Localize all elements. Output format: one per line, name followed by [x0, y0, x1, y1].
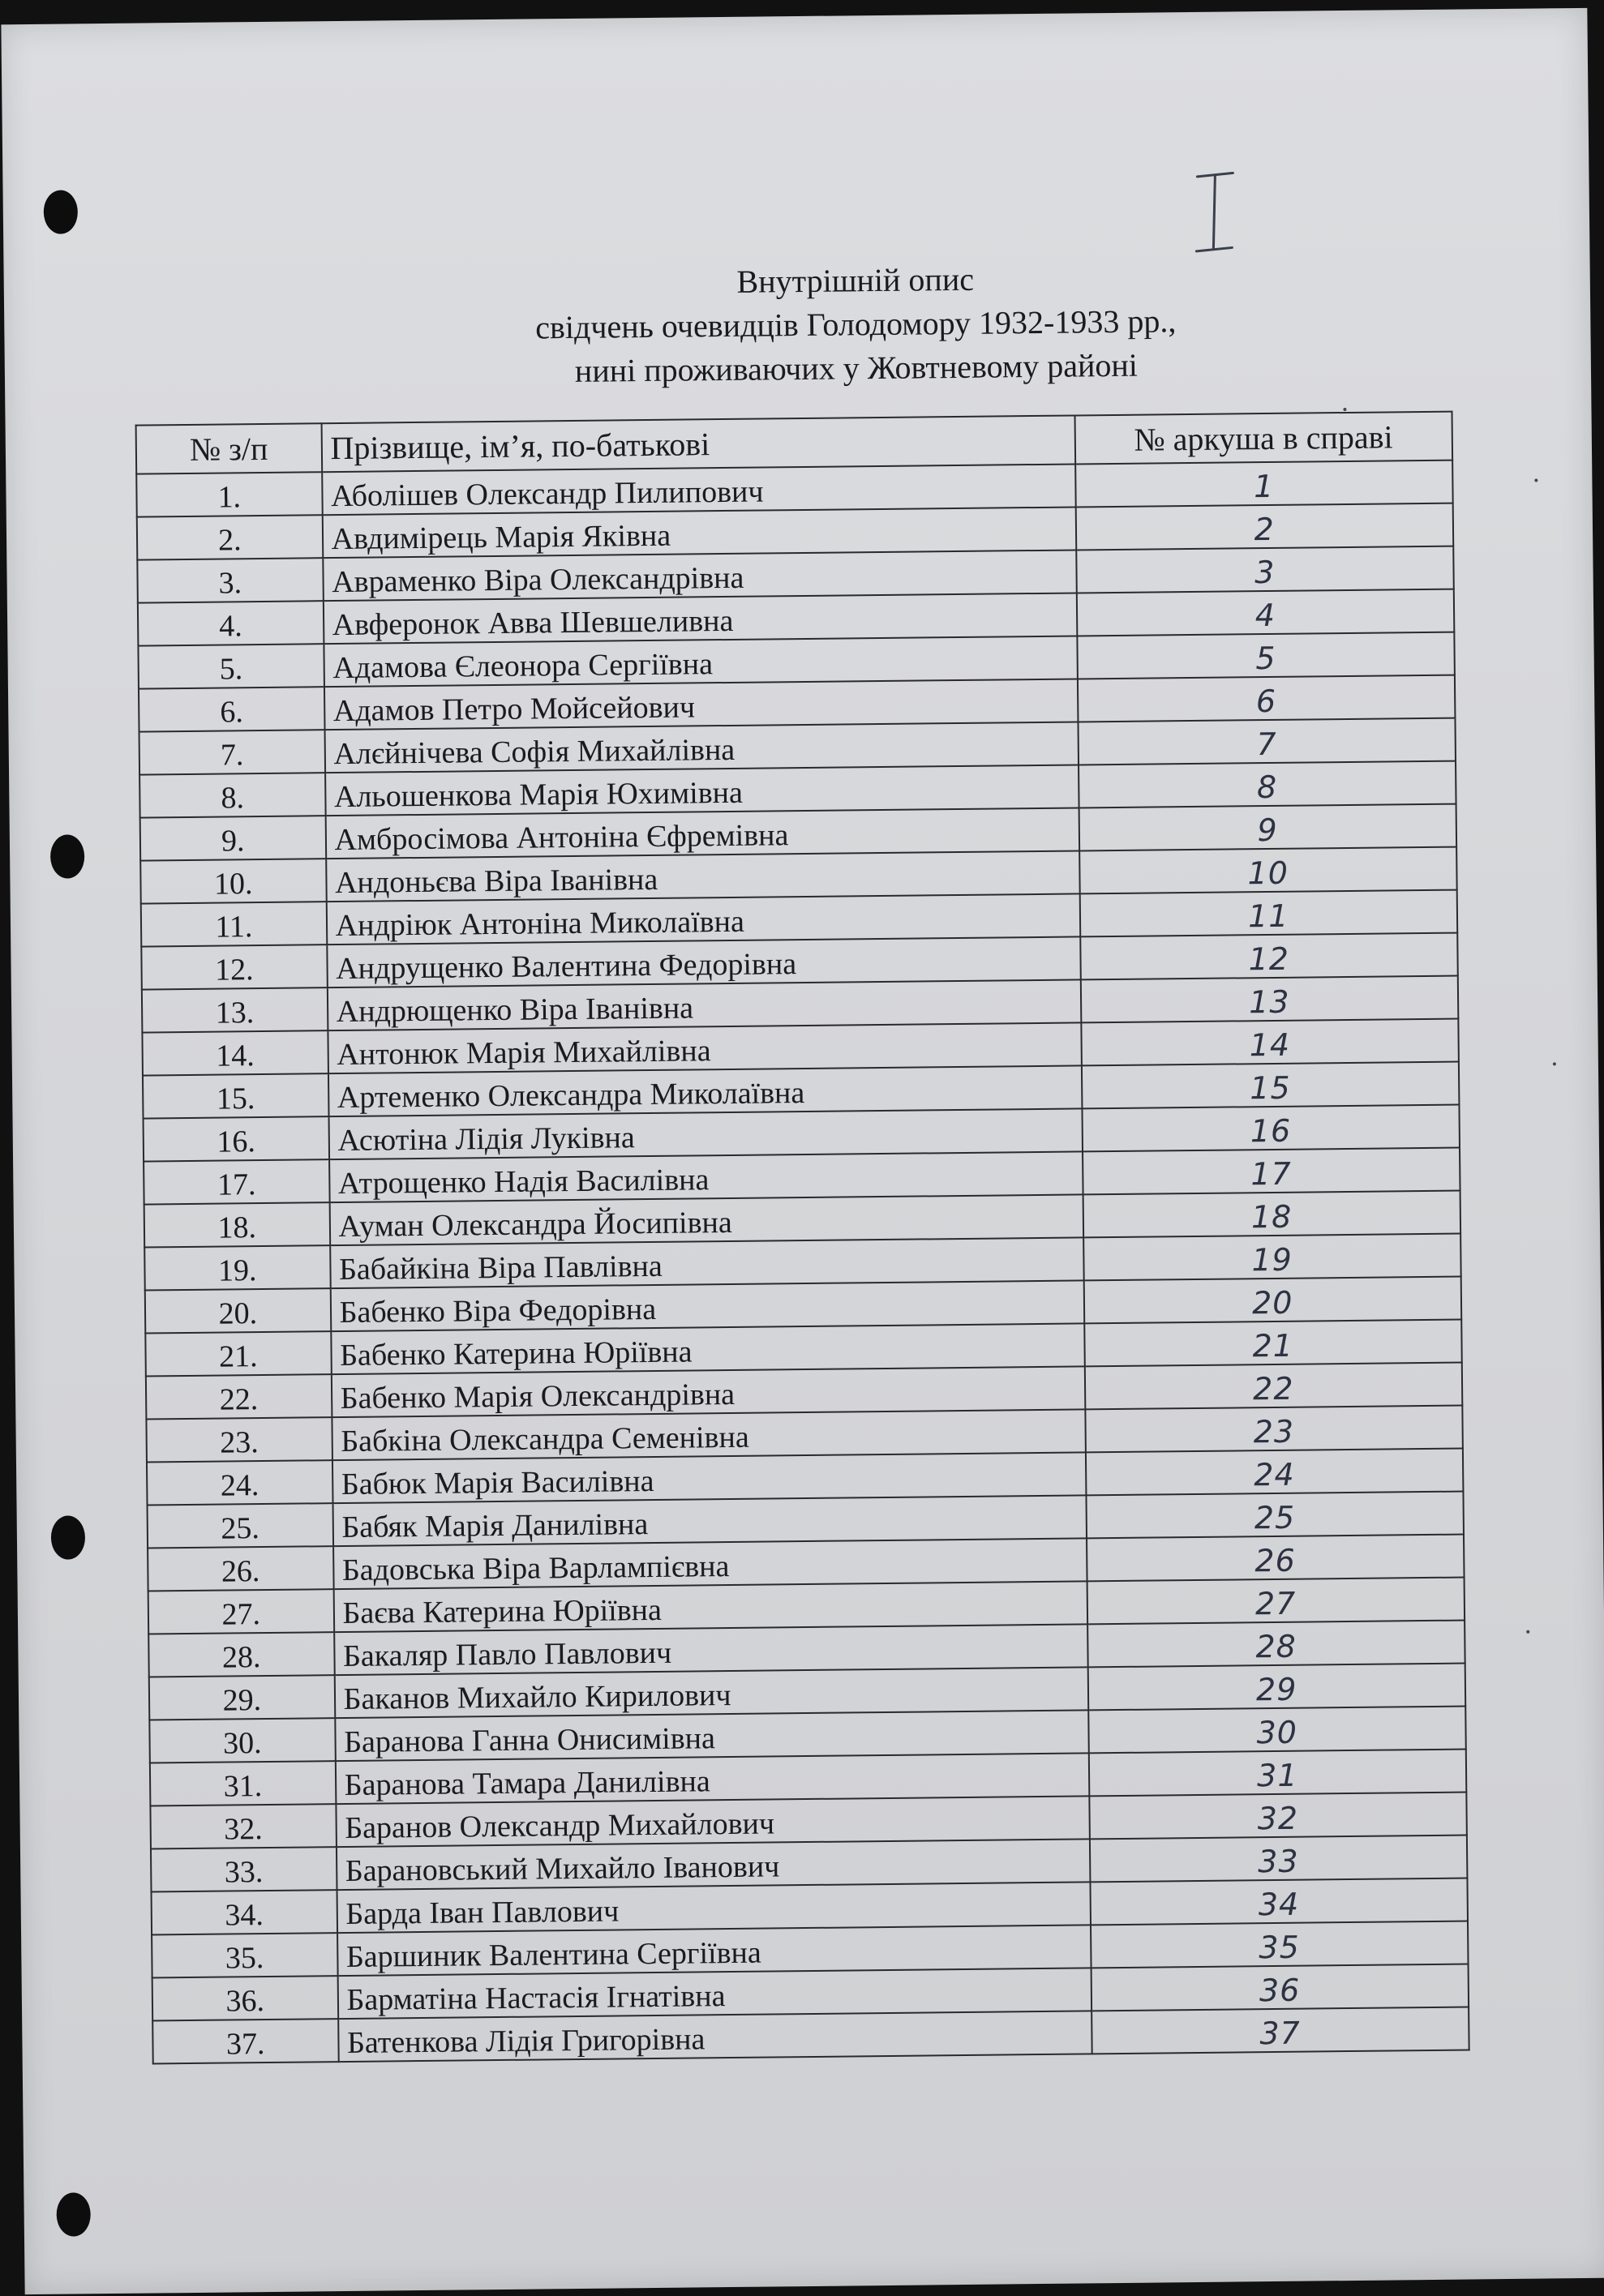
- row-sheet-number: 36: [1091, 1964, 1469, 2011]
- row-sheet-number: 21: [1084, 1320, 1462, 1367]
- punch-hole: [56, 2192, 91, 2236]
- speck: [1534, 479, 1538, 482]
- row-full-name: Бабенко Віра Федорівна: [330, 1280, 1083, 1331]
- punch-hole: [44, 190, 79, 233]
- row-number: 23.: [146, 1417, 332, 1462]
- row-full-name: Атрощенко Надія Василівна: [329, 1151, 1083, 1202]
- row-sheet-number: 28: [1087, 1621, 1465, 1668]
- row-number: 8.: [139, 773, 325, 817]
- row-number: 12.: [141, 945, 327, 989]
- row-sheet-number: 4: [1076, 589, 1454, 636]
- row-full-name: Адамова Єлеонора Сергіївна: [324, 636, 1077, 687]
- row-full-name: Баєва Катерина Юріївна: [333, 1581, 1087, 1632]
- row-number: 21.: [145, 1331, 331, 1376]
- row-full-name: Бабяк Марія Данилівна: [332, 1495, 1086, 1546]
- row-full-name: Бабенко Катерина Юріївна: [331, 1323, 1084, 1374]
- row-number: 4.: [138, 601, 324, 645]
- row-full-name: Бабенко Марія Олександрівна: [331, 1366, 1084, 1417]
- row-sheet-number: 7: [1078, 718, 1456, 765]
- row-sheet-number: 31: [1088, 1750, 1466, 1797]
- row-sheet-number: 27: [1087, 1578, 1465, 1625]
- inventory-table: [135, 411, 1470, 2065]
- row-sheet-number: 14: [1081, 1019, 1459, 1066]
- row-sheet-number: 12: [1080, 933, 1458, 980]
- roman-numeral-mark: [1190, 169, 1240, 259]
- row-number: 10.: [140, 859, 326, 903]
- row-sheet-number: 5: [1077, 632, 1455, 679]
- row-full-name: Баршиник Валентина Сергіївна: [337, 1925, 1091, 1976]
- row-number: 36.: [152, 1976, 338, 2020]
- row-number: 29.: [149, 1675, 335, 1720]
- row-number: 2.: [137, 515, 323, 559]
- column-header-name: Прізвище, ім’я, по-батькові: [321, 415, 1074, 472]
- row-number: 6.: [139, 687, 324, 731]
- row-number: 9.: [140, 816, 326, 860]
- row-sheet-number: 1: [1075, 460, 1453, 508]
- row-full-name: Баранова Ганна Онисимівна: [335, 1710, 1088, 1761]
- row-number: 28.: [148, 1632, 334, 1677]
- document-page: [1, 8, 1604, 2294]
- row-full-name: Бадовська Віра Варлампієвна: [333, 1538, 1087, 1589]
- punch-hole: [50, 834, 85, 878]
- speck: [1553, 1062, 1556, 1065]
- row-full-name: Бабюк Марія Василівна: [332, 1452, 1086, 1503]
- row-sheet-number: 33: [1089, 1836, 1467, 1883]
- row-sheet-number: 34: [1090, 1878, 1468, 1925]
- row-number: 24.: [147, 1460, 332, 1505]
- row-full-name: Аболішев Олександр Пилипович: [322, 464, 1075, 515]
- row-full-name: Андрющенко Віра Іванівна: [327, 979, 1080, 1030]
- row-number: 19.: [144, 1245, 330, 1290]
- row-sheet-number: 35: [1091, 1921, 1469, 1968]
- row-full-name: Ауман Олександра Йосипівна: [329, 1194, 1083, 1245]
- row-number: 37.: [152, 2019, 338, 2063]
- row-number: 33.: [151, 1847, 337, 1891]
- row-full-name: Алєйнічева Софія Михайлівна: [324, 722, 1078, 773]
- row-number: 22.: [146, 1374, 332, 1419]
- row-full-name: Баранова Тамара Данилівна: [335, 1753, 1088, 1804]
- row-sheet-number: 23: [1085, 1406, 1463, 1453]
- row-sheet-number: 19: [1083, 1234, 1461, 1281]
- row-full-name: Барматіна Настасія Ігнатівна: [337, 1968, 1091, 2019]
- row-number: 1.: [136, 472, 322, 516]
- row-number: 17.: [144, 1159, 329, 1204]
- header-title: Внутрішній опис: [736, 260, 975, 300]
- row-sheet-number: 9: [1079, 804, 1456, 851]
- row-number: 34.: [152, 1890, 337, 1934]
- row-number: 35.: [152, 1933, 337, 1977]
- row-full-name: Батенкова Лідія Григорівна: [338, 2011, 1091, 2062]
- speck: [1526, 1630, 1529, 1634]
- row-full-name: Барановський Михайло Іванович: [337, 1839, 1090, 1890]
- row-sheet-number: 26: [1087, 1535, 1465, 1582]
- punch-hole: [51, 1515, 86, 1559]
- row-sheet-number: 2: [1075, 503, 1453, 550]
- row-sheet-number: 8: [1079, 761, 1456, 808]
- table-body: [136, 460, 1469, 2064]
- row-full-name: Авферонок Авва Шевшеливна: [323, 593, 1076, 644]
- row-sheet-number: 37: [1091, 2007, 1469, 2054]
- row-number: 31.: [150, 1761, 336, 1806]
- row-full-name: Андріюк Антоніна Миколаївна: [326, 893, 1079, 945]
- row-sheet-number: 15: [1081, 1062, 1459, 1109]
- row-sheet-number: 30: [1088, 1707, 1466, 1754]
- row-number: 14.: [142, 1030, 328, 1075]
- row-number: 27.: [148, 1589, 334, 1634]
- row-sheet-number: 18: [1083, 1191, 1460, 1238]
- row-number: 5.: [138, 644, 324, 688]
- row-number: 30.: [149, 1718, 335, 1763]
- row-number: 15.: [143, 1073, 328, 1118]
- row-sheet-number: 10: [1079, 847, 1457, 894]
- row-sheet-number: 22: [1084, 1363, 1462, 1410]
- row-full-name: Артеменко Олександра Миколаївна: [328, 1065, 1082, 1116]
- document-header: [328, 253, 1384, 396]
- header-subtitle: свідчень очевидців Голодомору 1932-1933 рр.,: [535, 302, 1177, 346]
- row-number: 25.: [148, 1503, 333, 1548]
- row-sheet-number: 32: [1089, 1793, 1467, 1840]
- row-sheet-number: 29: [1087, 1664, 1465, 1711]
- row-number: 7.: [139, 730, 325, 774]
- row-full-name: Амбросімова Антоніна Єфремівна: [325, 807, 1079, 859]
- row-full-name: Бабайкіна Віра Павлівна: [330, 1237, 1083, 1288]
- row-full-name: Баканов Михайло Кирилович: [334, 1667, 1087, 1718]
- row-full-name: Андоньєва Віра Іванівна: [326, 850, 1079, 902]
- row-number: 11.: [141, 902, 327, 946]
- row-sheet-number: 13: [1080, 976, 1458, 1023]
- row-full-name: Андрущенко Валентина Федорівна: [327, 936, 1080, 987]
- row-full-name: Асютіна Лідія Луківна: [328, 1108, 1082, 1159]
- row-sheet-number: 24: [1085, 1449, 1463, 1496]
- row-full-name: Антонюк Марія Михайлівна: [328, 1022, 1081, 1073]
- row-sheet-number: 25: [1086, 1492, 1464, 1539]
- row-number: 3.: [137, 558, 323, 602]
- row-sheet-number: 11: [1079, 890, 1457, 937]
- row-number: 32.: [150, 1804, 336, 1848]
- row-sheet-number: 17: [1083, 1148, 1460, 1195]
- row-sheet-number: 16: [1082, 1105, 1460, 1152]
- row-number: 16.: [144, 1116, 329, 1161]
- row-sheet-number: 3: [1076, 546, 1454, 593]
- row-full-name: Авдимірець Марія Яківна: [322, 507, 1075, 558]
- speck: [1343, 408, 1346, 411]
- row-full-name: Бакаляр Павло Павлович: [334, 1624, 1087, 1675]
- row-full-name: Авраменко Віра Олександрівна: [323, 550, 1076, 601]
- row-number: 13.: [142, 987, 328, 1032]
- header-subtitle-2: нині проживаючих у Жовтневому районі: [574, 346, 1139, 389]
- row-full-name: Адамов Петро Мойсейович: [324, 679, 1078, 730]
- row-sheet-number: 6: [1077, 675, 1455, 722]
- row-sheet-number: 20: [1083, 1277, 1461, 1324]
- column-header-sheet: № аркуша в справі: [1074, 412, 1452, 465]
- row-full-name: Баранов Олександр Михайлович: [336, 1796, 1089, 1847]
- row-number: 26.: [148, 1546, 333, 1591]
- row-full-name: Барда Іван Павлович: [337, 1882, 1090, 1933]
- row-number: 20.: [145, 1288, 331, 1333]
- row-full-name: Альошенкова Марія Юхимівна: [325, 765, 1079, 816]
- column-header-number: № з/п: [136, 423, 322, 473]
- row-number: 18.: [144, 1202, 330, 1247]
- row-full-name: Бабкіна Олександра Семенівна: [332, 1409, 1085, 1460]
